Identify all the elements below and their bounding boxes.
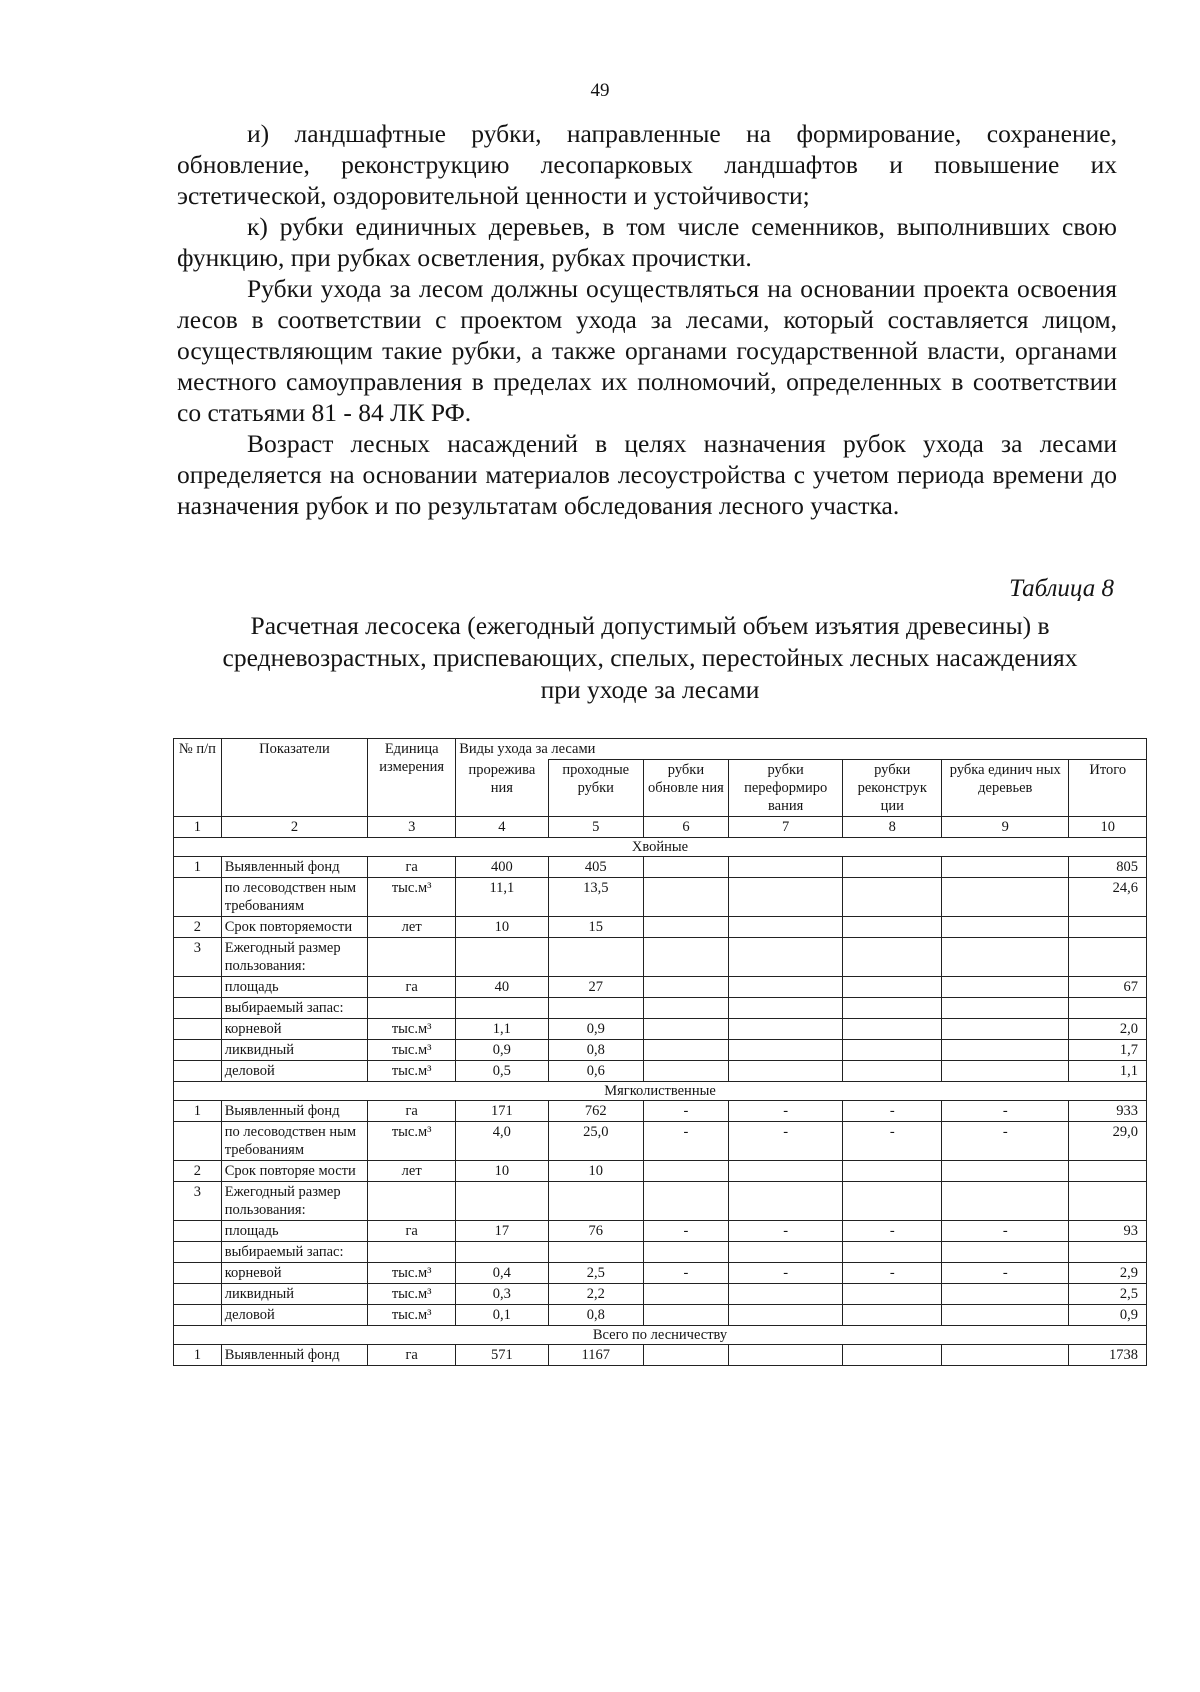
table-cell <box>728 998 843 1019</box>
table-cell: 1 <box>174 1345 222 1366</box>
table-cell: 2,9 <box>1069 1263 1147 1284</box>
table-cell <box>368 998 456 1019</box>
table-cell: га <box>368 1345 456 1366</box>
column-numbers-row <box>174 817 1147 838</box>
table-cell: 1 <box>174 1101 222 1122</box>
table-cell: 13,5 <box>548 878 643 917</box>
paragraph: Рубки ухода за лесом должны осуществляться на основании проекта освоения лесов в соответствии с проектом ухода за лесами, который составляется лицом, осуществляющим такие рубки, а также органами государственной власти, органами местного самоуправления в пределах их полномочий, определенных в соответствии со статьями 81 - 84 ЛК РФ. <box>177 274 1117 427</box>
table-cell: тыс.м³ <box>368 1122 456 1161</box>
table-cell <box>942 917 1069 938</box>
section-row <box>174 1082 1147 1101</box>
table-cell: 1 <box>174 857 222 878</box>
table-cell: корневой <box>221 1263 367 1284</box>
table-cell: 405 <box>548 857 643 878</box>
header-indicator: Показатели <box>221 739 367 817</box>
table-cell <box>728 1040 843 1061</box>
table-cell: 0,5 <box>456 1061 548 1082</box>
table-cell <box>942 1182 1069 1221</box>
table-cell <box>174 1040 222 1061</box>
paragraph: Возраст лесных насаждений в целях назначения рубок ухода за лесами определяется на основании материалов лесоустройства с учетом периода времени до назначения рубок и по результатам обследования лесного участка. <box>177 429 1117 520</box>
table-cell <box>942 1019 1069 1040</box>
table-cell: га <box>368 1221 456 1242</box>
table-row <box>174 1284 1147 1305</box>
table-cell: тыс.м³ <box>368 1284 456 1305</box>
table-cell: 93 <box>1069 1221 1147 1242</box>
table-cell <box>548 1182 643 1221</box>
table-cell: тыс.м³ <box>368 1263 456 1284</box>
table-cell <box>174 1263 222 1284</box>
table-cell: Выявленный фонд <box>221 1345 367 1366</box>
table-cell <box>942 938 1069 977</box>
header-row <box>174 739 1147 760</box>
table-cell: 3 <box>174 1182 222 1221</box>
table-cell: 0,8 <box>548 1040 643 1061</box>
table-cell: - <box>728 1221 843 1242</box>
table-cell: 24,6 <box>1069 878 1147 917</box>
table-cell <box>548 938 643 977</box>
table-cell: 10 <box>548 1161 643 1182</box>
table-cell <box>174 977 222 998</box>
table-cell <box>843 1305 942 1326</box>
table-cell: 27 <box>548 977 643 998</box>
table-cell: га <box>368 857 456 878</box>
table-row <box>174 1263 1147 1284</box>
table-cell: 76 <box>548 1221 643 1242</box>
table-cell <box>843 938 942 977</box>
table-cell: га <box>368 977 456 998</box>
table-cell <box>728 1019 843 1040</box>
table-cell <box>728 1284 843 1305</box>
table-cell: 0,4 <box>456 1263 548 1284</box>
table-cell <box>843 977 942 998</box>
table-cell: 4,0 <box>456 1122 548 1161</box>
table-cell: 10 <box>456 1161 548 1182</box>
body-text <box>177 118 1117 521</box>
table-cell <box>728 1242 843 1263</box>
table-cell <box>728 1305 843 1326</box>
header-renewal-cutting: рубки обновле ния <box>644 760 729 817</box>
table-cell: площадь <box>221 1221 367 1242</box>
table-cell <box>728 977 843 998</box>
header-reformation-cutting: рубки переформиро вания <box>728 760 843 817</box>
table-cell: 805 <box>1069 857 1147 878</box>
table-cell <box>843 1182 942 1221</box>
table-row <box>174 917 1147 938</box>
table-cell: 1,1 <box>1069 1061 1147 1082</box>
table-cell: 2 <box>174 917 222 938</box>
table-cell <box>456 938 548 977</box>
table-cell <box>728 878 843 917</box>
table-row <box>174 998 1147 1019</box>
section-row <box>174 838 1147 857</box>
table-cell: Срок повторяемости <box>221 917 367 938</box>
table-cell <box>644 917 729 938</box>
table-cell <box>843 1061 942 1082</box>
table-cell: - <box>728 1263 843 1284</box>
table-cell <box>644 1182 729 1221</box>
table-cell: - <box>942 1101 1069 1122</box>
table-cell: Выявленный фонд <box>221 857 367 878</box>
table-cell <box>644 857 729 878</box>
table-cell: 2 <box>174 1161 222 1182</box>
table-cell: 171 <box>456 1101 548 1122</box>
table-cell <box>174 878 222 917</box>
table-cell: корневой <box>221 1019 367 1040</box>
table-cell: - <box>843 1122 942 1161</box>
header-thinning: прорежива ния <box>456 760 548 817</box>
table-cell: 0,9 <box>548 1019 643 1040</box>
table-cell <box>644 1040 729 1061</box>
table-cell: - <box>644 1101 729 1122</box>
table-cell <box>456 1242 548 1263</box>
table-row <box>174 1040 1147 1061</box>
table-cell: - <box>843 1263 942 1284</box>
table-row <box>174 1161 1147 1182</box>
table-cell: 0,1 <box>456 1305 548 1326</box>
table-cell: Выявленный фонд <box>221 1101 367 1122</box>
table-cell <box>644 977 729 998</box>
table-cell <box>942 977 1069 998</box>
table-cell <box>1069 1242 1147 1263</box>
table-cell <box>843 917 942 938</box>
table-cell: 15 <box>548 917 643 938</box>
table-cell: Ежегодный размер пользования: <box>221 938 367 977</box>
table-cell: га <box>368 1101 456 1122</box>
table-cell <box>843 1019 942 1040</box>
table-cell <box>548 1242 643 1263</box>
column-number: 1 <box>174 817 222 838</box>
table-cell <box>843 1161 942 1182</box>
table-cell <box>942 878 1069 917</box>
table-cell: 1738 <box>1069 1345 1147 1366</box>
table-row <box>174 1122 1147 1161</box>
table-cell: 67 <box>1069 977 1147 998</box>
table-cell <box>644 998 729 1019</box>
table-cell <box>843 1242 942 1263</box>
table-cell: - <box>644 1221 729 1242</box>
table-cell <box>644 1242 729 1263</box>
table-cell <box>456 998 548 1019</box>
table-cell: 40 <box>456 977 548 998</box>
table-row <box>174 1061 1147 1082</box>
table-cell: - <box>728 1122 843 1161</box>
table-cell: 3 <box>174 938 222 977</box>
table-cell: 933 <box>1069 1101 1147 1122</box>
table-cell <box>728 938 843 977</box>
page-number: 49 <box>590 80 610 101</box>
table-cell <box>368 938 456 977</box>
table-cell <box>644 938 729 977</box>
section-title: Всего по лесничеству <box>174 1326 1147 1345</box>
table-cell <box>728 1161 843 1182</box>
table-cell: Ежегодный размер пользования: <box>221 1182 367 1221</box>
table-cell <box>174 1122 222 1161</box>
table-cell: - <box>843 1101 942 1122</box>
table-cell: ликвидный <box>221 1284 367 1305</box>
table-cell: 2,0 <box>1069 1019 1147 1040</box>
table-cell <box>843 998 942 1019</box>
table-cell <box>174 1221 222 1242</box>
table-cell: 11,1 <box>456 878 548 917</box>
section-row <box>174 1326 1147 1345</box>
table-cell: 0,8 <box>548 1305 643 1326</box>
header-reconstruction-cutting: рубки реконструк ции <box>843 760 942 817</box>
table-cell <box>728 1182 843 1221</box>
table-cell <box>368 1242 456 1263</box>
header-passage-cutting: проходные рубки <box>548 760 643 817</box>
table-cell: лет <box>368 917 456 938</box>
table-cell: 0,6 <box>548 1061 643 1082</box>
table-cell: 17 <box>456 1221 548 1242</box>
table-cell <box>942 857 1069 878</box>
table-cell <box>942 1284 1069 1305</box>
column-number: 5 <box>548 817 643 838</box>
table-cell <box>843 1345 942 1366</box>
table-cell <box>843 1040 942 1061</box>
column-number: 7 <box>728 817 843 838</box>
table-cell <box>174 1019 222 1040</box>
column-number: 10 <box>1069 817 1147 838</box>
table-cell <box>942 1040 1069 1061</box>
table-cell: 0,3 <box>456 1284 548 1305</box>
column-number: 8 <box>843 817 942 838</box>
table-cell: 1,7 <box>1069 1040 1147 1061</box>
table-cell <box>644 1061 729 1082</box>
table-cell: - <box>843 1221 942 1242</box>
table-cell: - <box>942 1263 1069 1284</box>
table-cell: по лесоводствен ным требованиям <box>221 878 367 917</box>
data-table <box>173 738 1147 1366</box>
column-number: 9 <box>942 817 1069 838</box>
paragraph: к) рубки единичных деревьев, в том числе семенников, выполнивших свою функцию, при рубках осветления, рубках прочистки. <box>177 212 1117 272</box>
table-cell <box>942 1345 1069 1366</box>
table-row <box>174 938 1147 977</box>
table-row <box>174 1305 1147 1326</box>
table-row <box>174 1019 1147 1040</box>
table-cell: ликвидный <box>221 1040 367 1061</box>
section-title: Хвойные <box>174 838 1147 857</box>
table-row <box>174 857 1147 878</box>
header-single-tree-cutting: рубка единич ных деревьев <box>942 760 1069 817</box>
table-cell <box>1069 1161 1147 1182</box>
table-cell: 2,2 <box>548 1284 643 1305</box>
paragraph: и) ландшафтные рубки, направленные на формирование, сохранение, обновление, реконструкцию лесопарковых ландшафтов и повышение их эстетической, оздоровительной ценности и устойчивости; <box>177 119 1117 210</box>
column-number: 6 <box>644 817 729 838</box>
table-cell <box>174 1305 222 1326</box>
table-cell <box>174 1284 222 1305</box>
table-cell <box>942 1305 1069 1326</box>
table-cell <box>728 1345 843 1366</box>
table-cell: выбираемый запас: <box>221 998 367 1019</box>
table-cell: 762 <box>548 1101 643 1122</box>
table-row <box>174 1182 1147 1221</box>
table-cell <box>368 1182 456 1221</box>
table-cell <box>942 998 1069 1019</box>
header-unit: Единица измерения <box>368 739 456 817</box>
table-cell <box>644 878 729 917</box>
table-cell <box>644 1019 729 1040</box>
table-cell <box>942 1242 1069 1263</box>
table-cell <box>843 878 942 917</box>
table-cell <box>942 1161 1069 1182</box>
table-cell: 0,9 <box>1069 1305 1147 1326</box>
table-title: Расчетная лесосека (ежегодный допустимый объем изъятия древесины) в средневозрастных, приспевающих, спелых, перестойных лесных насаждениях при уходе за лесами <box>222 611 1078 704</box>
table-row <box>174 1242 1147 1263</box>
table-cell <box>1069 938 1147 977</box>
table-cell: 29,0 <box>1069 1122 1147 1161</box>
table-cell: по лесоводствен ным требованиям <box>221 1122 367 1161</box>
table-cell <box>843 857 942 878</box>
table-row <box>174 878 1147 917</box>
table-cell: - <box>942 1122 1069 1161</box>
table-cell: 1167 <box>548 1345 643 1366</box>
table-cell <box>644 1284 729 1305</box>
table-cell: тыс.м³ <box>368 1061 456 1082</box>
table-cell <box>548 998 643 1019</box>
table-row <box>174 1345 1147 1366</box>
table-cell <box>942 1061 1069 1082</box>
table-cell <box>644 1345 729 1366</box>
table-cell: - <box>942 1221 1069 1242</box>
column-number: 2 <box>221 817 367 838</box>
table-cell: 1,1 <box>456 1019 548 1040</box>
table-cell: Срок повторяе мости <box>221 1161 367 1182</box>
header-group: Виды ухода за лесами <box>456 739 1147 760</box>
table-cell: 400 <box>456 857 548 878</box>
table-cell: - <box>644 1263 729 1284</box>
table-row <box>174 1221 1147 1242</box>
table-cell <box>1069 998 1147 1019</box>
table-cell: 2,5 <box>548 1263 643 1284</box>
table-cell <box>174 998 222 1019</box>
table-cell <box>644 1305 729 1326</box>
table-label: Таблица 8 <box>1009 575 1114 602</box>
header-num: № п/п <box>174 739 222 817</box>
table-cell <box>1069 1182 1147 1221</box>
table-cell <box>728 1061 843 1082</box>
table-cell: - <box>644 1122 729 1161</box>
table-cell <box>728 857 843 878</box>
column-number: 4 <box>456 817 548 838</box>
table-cell: тыс.м³ <box>368 1019 456 1040</box>
table-cell <box>1069 917 1147 938</box>
table-cell: тыс.м³ <box>368 1040 456 1061</box>
table-cell: 2,5 <box>1069 1284 1147 1305</box>
table-cell: 25,0 <box>548 1122 643 1161</box>
table-cell: 571 <box>456 1345 548 1366</box>
table-cell: выбираемый запас: <box>221 1242 367 1263</box>
table-row <box>174 977 1147 998</box>
table-cell: деловой <box>221 1305 367 1326</box>
section-title: Мягколиственные <box>174 1082 1147 1101</box>
table-cell <box>174 1061 222 1082</box>
table-cell: площадь <box>221 977 367 998</box>
table-row <box>174 1101 1147 1122</box>
table-cell <box>728 917 843 938</box>
table-cell <box>843 1284 942 1305</box>
table-cell: 0,9 <box>456 1040 548 1061</box>
table-cell: тыс.м³ <box>368 878 456 917</box>
table-cell <box>456 1182 548 1221</box>
table-cell <box>174 1242 222 1263</box>
column-number: 3 <box>368 817 456 838</box>
table-cell <box>644 1161 729 1182</box>
header-total: Итого <box>1069 760 1147 817</box>
table-cell: 10 <box>456 917 548 938</box>
table-cell: тыс.м³ <box>368 1305 456 1326</box>
table-cell: лет <box>368 1161 456 1182</box>
table-cell: деловой <box>221 1061 367 1082</box>
table-cell: - <box>728 1101 843 1122</box>
